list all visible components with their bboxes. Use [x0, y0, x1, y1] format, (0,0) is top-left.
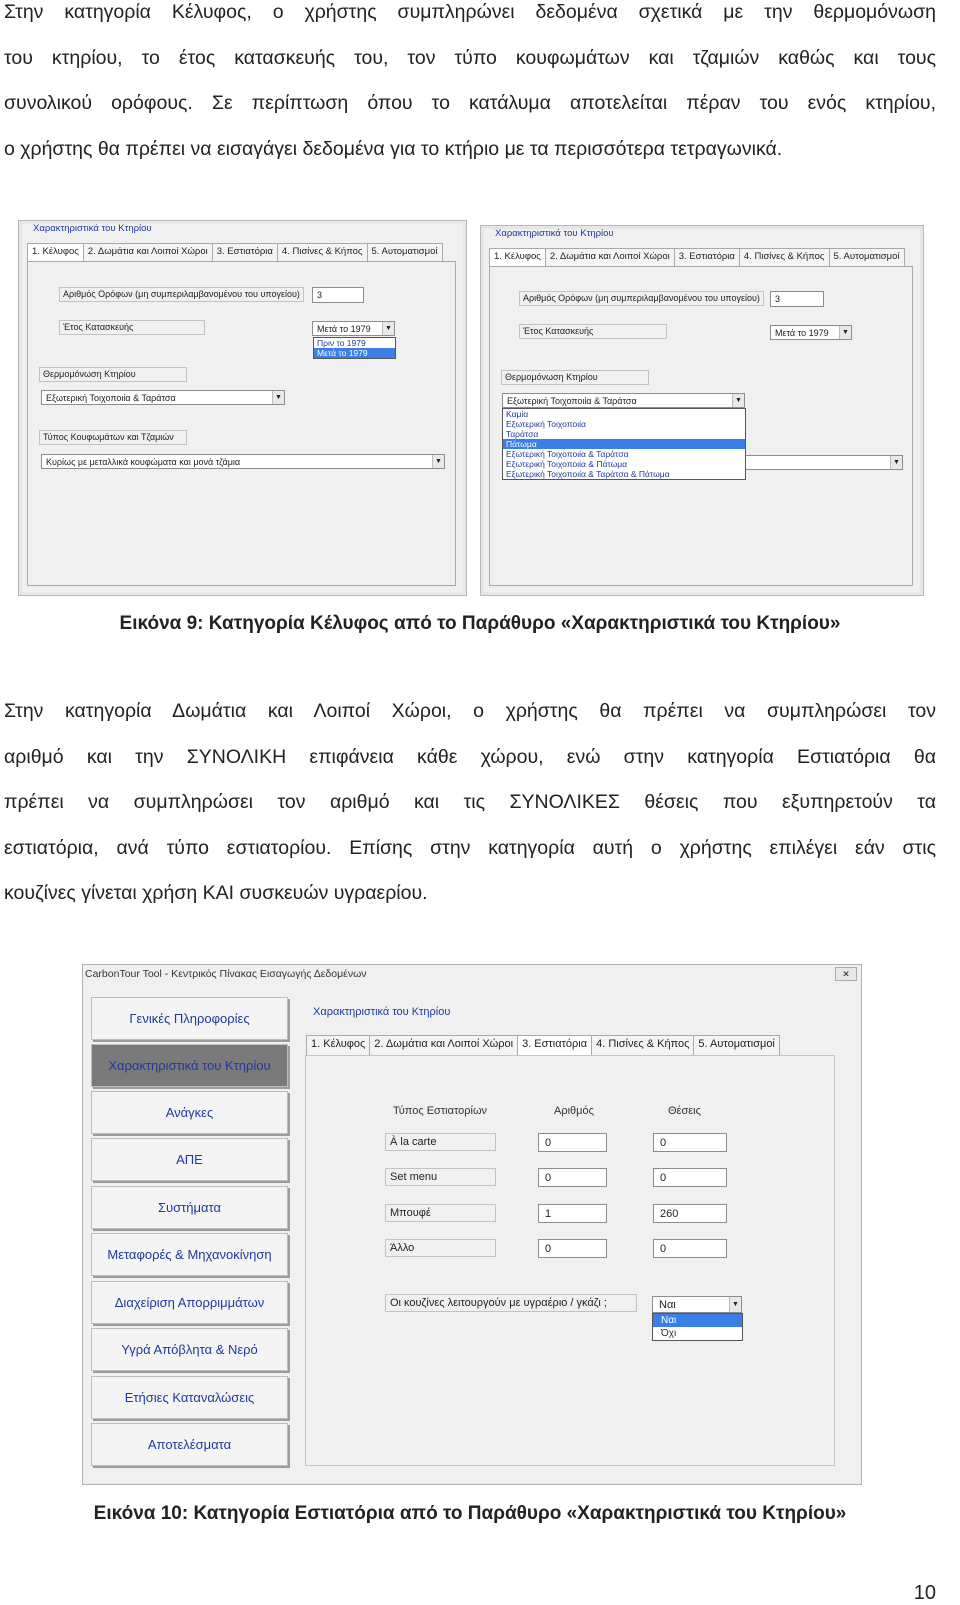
restaurant-seats-input[interactable]: 0	[653, 1133, 727, 1152]
floors-input[interactable]: 3	[312, 287, 364, 303]
list-item[interactable]: Εξωτερική Τοιχοποιία & Ταράτσα	[506, 449, 629, 459]
list-item[interactable]: Εξωτερική Τοιχοποιία & Πάτωμα	[506, 459, 628, 469]
floors-input[interactable]: 3	[770, 291, 824, 307]
tab-pools[interactable]: 4. Πισίνες & Κήπος	[591, 1035, 694, 1055]
list-item[interactable]: Καμία	[506, 409, 529, 419]
tab-bar	[27, 243, 442, 261]
year-label: Έτος Κατασκευής	[59, 320, 205, 335]
body-paragraph	[4, 689, 936, 917]
year-select[interactable]: Μετά το 1979 ▼	[312, 321, 395, 336]
text-line: Στην κατηγορία Δωμάτια και Λοιποί Χώροι, ο χρήστης θα πρέπει να συμπληρώσει τον	[4, 700, 936, 722]
list-item[interactable]: Ναι	[653, 1314, 742, 1327]
restaurant-number-input[interactable]: 1	[538, 1204, 607, 1223]
restaurant-seats-input[interactable]: 260	[653, 1204, 727, 1223]
tab-rooms[interactable]: 2. Δωμάτια και Λοιποί Χώροι	[545, 248, 675, 266]
lpg-question-label: Οι κουζίνες λειτουργούν με υγραέριο / γκάζι ;	[385, 1294, 637, 1312]
restaurant-seats-input[interactable]: 0	[653, 1168, 727, 1187]
insulation-select[interactable]: Εξωτερική Τοιχοποιία & Ταράτσα ▼	[502, 393, 745, 408]
sidebar-item-water[interactable]: Υγρά Απόβλητα & Νερό	[91, 1328, 288, 1371]
restaurant-number-input[interactable]: 0	[538, 1133, 607, 1152]
sidebar-item-general[interactable]: Γενικές Πληροφορίες	[91, 997, 288, 1040]
restaurant-number-input[interactable]: 0	[538, 1239, 607, 1258]
tab-kelyfos[interactable]: 1. Κέλυφος	[27, 243, 84, 261]
year-select[interactable]: Μετά το 1979 ▼	[770, 325, 852, 340]
text-line: του κτηρίου, το έτος κατασκευής του, τον τύπο κουφωμάτων και τζαμιών καθώς και τους	[4, 46, 936, 69]
frames-label: Τύπος Κουφωμάτων και Τζαμιών	[39, 430, 187, 445]
text-line: συνολικού ορόφους. Σε περίπτωση όπου το κατάλυμα αποτελείται πέραν του ενός κτηρίου,	[4, 92, 936, 114]
insulation-label: Θερμομόνωση Κτηρίου	[39, 367, 187, 382]
column-header-number: Αριθμός	[554, 1105, 594, 1117]
list-item[interactable]: Πάτωμα	[503, 439, 745, 449]
text-line: Στην κατηγορία Κέλυφος, ο χρήστης συμπληρώνει δεδομένα σχετικά με την θερμομόνωση	[4, 1, 936, 23]
column-header-type: Τύπος Εστιατορίων	[393, 1105, 488, 1117]
close-icon[interactable]: ✕	[835, 967, 857, 981]
list-item[interactable]: Πριν το 1979	[317, 338, 366, 348]
sidebar-item-res[interactable]: ΑΠΕ	[91, 1138, 288, 1181]
chevron-down-icon[interactable]: ▼	[382, 322, 394, 335]
dialog-shell-left	[18, 220, 467, 596]
restaurant-type-label: À la carte	[385, 1133, 496, 1151]
tab-kelyfos[interactable]: 1. Κέλυφος	[489, 248, 546, 266]
insulation-dropdown-list[interactable]	[502, 408, 746, 480]
chevron-down-icon[interactable]: ▼	[890, 456, 902, 469]
chevron-down-icon[interactable]: ▼	[432, 455, 444, 468]
text-line: ο χρήστης θα πρέπει να εισαγάγει δεδομένα για το κτήριο με τα περισσότερα τετραγωνικά.	[4, 137, 783, 160]
sidebar-item-needs[interactable]: Ανάγκες	[91, 1091, 288, 1134]
floors-label: Αριθμός Ορόφων (μη συμπεριλαμβανομένου του υπογείου)	[519, 291, 764, 306]
chevron-down-icon[interactable]: ▼	[732, 394, 744, 407]
column-header-seats: Θέσεις	[668, 1105, 701, 1117]
dialog-shell-right	[480, 225, 924, 596]
list-item[interactable]: Εξωτερική Τοιχοποιία & Ταράτσα & Πάτωμα	[506, 469, 670, 479]
figure-10-caption: Εικόνα 10: Κατηγορία Εστιατόρια από το Παράθυρο «Χαρακτηριστικά του Κτηρίου»	[93, 1503, 847, 1524]
window-title: CarbonTour Tool - Κεντρικός Πίνακας Εισαγωγής Δεδομένων	[85, 968, 367, 980]
tab-restaurants[interactable]: 3. Εστιατόρια	[517, 1035, 592, 1055]
tab-panel	[27, 261, 456, 586]
restaurant-type-label: Set menu	[385, 1168, 496, 1186]
year-dropdown-list[interactable]	[313, 337, 396, 359]
lpg-dropdown-list[interactable]	[652, 1313, 743, 1341]
sidebar-item-waste[interactable]: Διαχείριση Απορριμμάτων	[91, 1281, 288, 1324]
tab-kelyfos[interactable]: 1. Κέλυφος	[306, 1035, 370, 1055]
restaurant-number-input[interactable]: 0	[538, 1168, 607, 1187]
tab-automation[interactable]: 5. Αυτοματισμοί	[367, 243, 443, 261]
tab-pools[interactable]: 4. Πισίνες & Κήπος	[277, 243, 368, 261]
tab-restaurants[interactable]: 3. Εστιατόρια	[674, 248, 740, 266]
text-line: εστιατόρια, ανά τύπο εστιατορίου. Επίσης στην κατηγορία αυτή ο χρήστης επιλέγει εάν στις	[4, 836, 936, 859]
tab-rooms[interactable]: 2. Δωμάτια και Λοιποί Χώροι	[83, 243, 213, 261]
year-label: Έτος Κατασκευής	[519, 324, 667, 339]
tab-bar	[306, 1035, 779, 1055]
sidebar-item-systems[interactable]: Συστήματα	[91, 1186, 288, 1229]
frames-select[interactable]: Κυρίως με μεταλλικά κουφώματα και μονά τζάμια ▼	[41, 454, 445, 469]
figure-9-caption: Εικόνα 9: Κατηγορία Κέλυφος από το Παράθυρο «Χαρακτηριστικά του Κτηρίου»	[119, 613, 841, 634]
lpg-select[interactable]: Ναι ▼	[652, 1296, 742, 1313]
dialog-title: Χαρακτηριστικά του Κτηρίου	[313, 1006, 451, 1018]
list-item[interactable]: Ταράτσα	[506, 429, 539, 439]
chevron-down-icon[interactable]: ▼	[839, 326, 851, 339]
list-item[interactable]: Μετά το 1979	[314, 348, 395, 358]
sidebar-item-building[interactable]: Χαρακτηριστικά του Κτηρίου	[91, 1044, 288, 1087]
chevron-down-icon[interactable]: ▼	[729, 1297, 741, 1312]
text-line: πρέπει να συμπληρώσει τον αριθμό και τις ΣΥΝΟΛΙΚΕΣ θέσεις που εξυπηρετούν τα	[4, 791, 936, 813]
tab-automation[interactable]: 5. Αυτοματισμοί	[693, 1035, 779, 1055]
list-item[interactable]: Εξωτερική Τοιχοποιία	[506, 419, 586, 429]
tab-rooms[interactable]: 2. Δωμάτια και Λοιποί Χώροι	[369, 1035, 518, 1055]
page-number: 10	[913, 1582, 936, 1604]
frames-select[interactable]	[745, 455, 903, 470]
tab-restaurants[interactable]: 3. Εστιατόρια	[212, 243, 278, 261]
chevron-down-icon[interactable]: ▼	[272, 391, 284, 404]
text-line: αριθμό και την ΣΥΝΟΛΙΚΗ επιφάνεια κάθε χώρου, ενώ στην κατηγορία Εστιατόρια θα	[4, 745, 936, 768]
sidebar-item-consumption[interactable]: Ετήσιες Καταναλώσεις	[91, 1376, 288, 1419]
dialog-title: Χαρακτηριστικά του Κτηρίου	[33, 223, 152, 234]
restaurant-seats-input[interactable]: 0	[653, 1239, 727, 1258]
sidebar-item-transport[interactable]: Μεταφορές & Μηχανοκίνηση	[91, 1233, 288, 1276]
floors-label: Αριθμός Ορόφων (μη συμπεριλαμβανομένου του υπογείου)	[59, 287, 304, 302]
tab-pools[interactable]: 4. Πισίνες & Κήπος	[739, 248, 830, 266]
restaurant-type-label: Άλλο	[385, 1239, 496, 1257]
restaurant-type-label: Μπουφέ	[385, 1204, 496, 1222]
insulation-select[interactable]: Εξωτερική Τοιχοποιία & Ταράτσα ▼	[41, 390, 285, 405]
sidebar-item-results[interactable]: Αποτελέσματα	[91, 1423, 288, 1466]
insulation-label: Θερμομόνωση Κτηρίου	[501, 370, 649, 385]
list-item[interactable]: Όχι	[661, 1328, 677, 1339]
intro-paragraph	[4, 0, 936, 172]
text-line: κουζίνες γίνεται χρήση ΚΑΙ συσκευών υγραερίου.	[4, 882, 428, 904]
tab-automation[interactable]: 5. Αυτοματισμοί	[829, 248, 905, 266]
tab-bar	[489, 248, 904, 266]
dialog-title: Χαρακτηριστικά του Κτηρίου	[495, 228, 614, 239]
